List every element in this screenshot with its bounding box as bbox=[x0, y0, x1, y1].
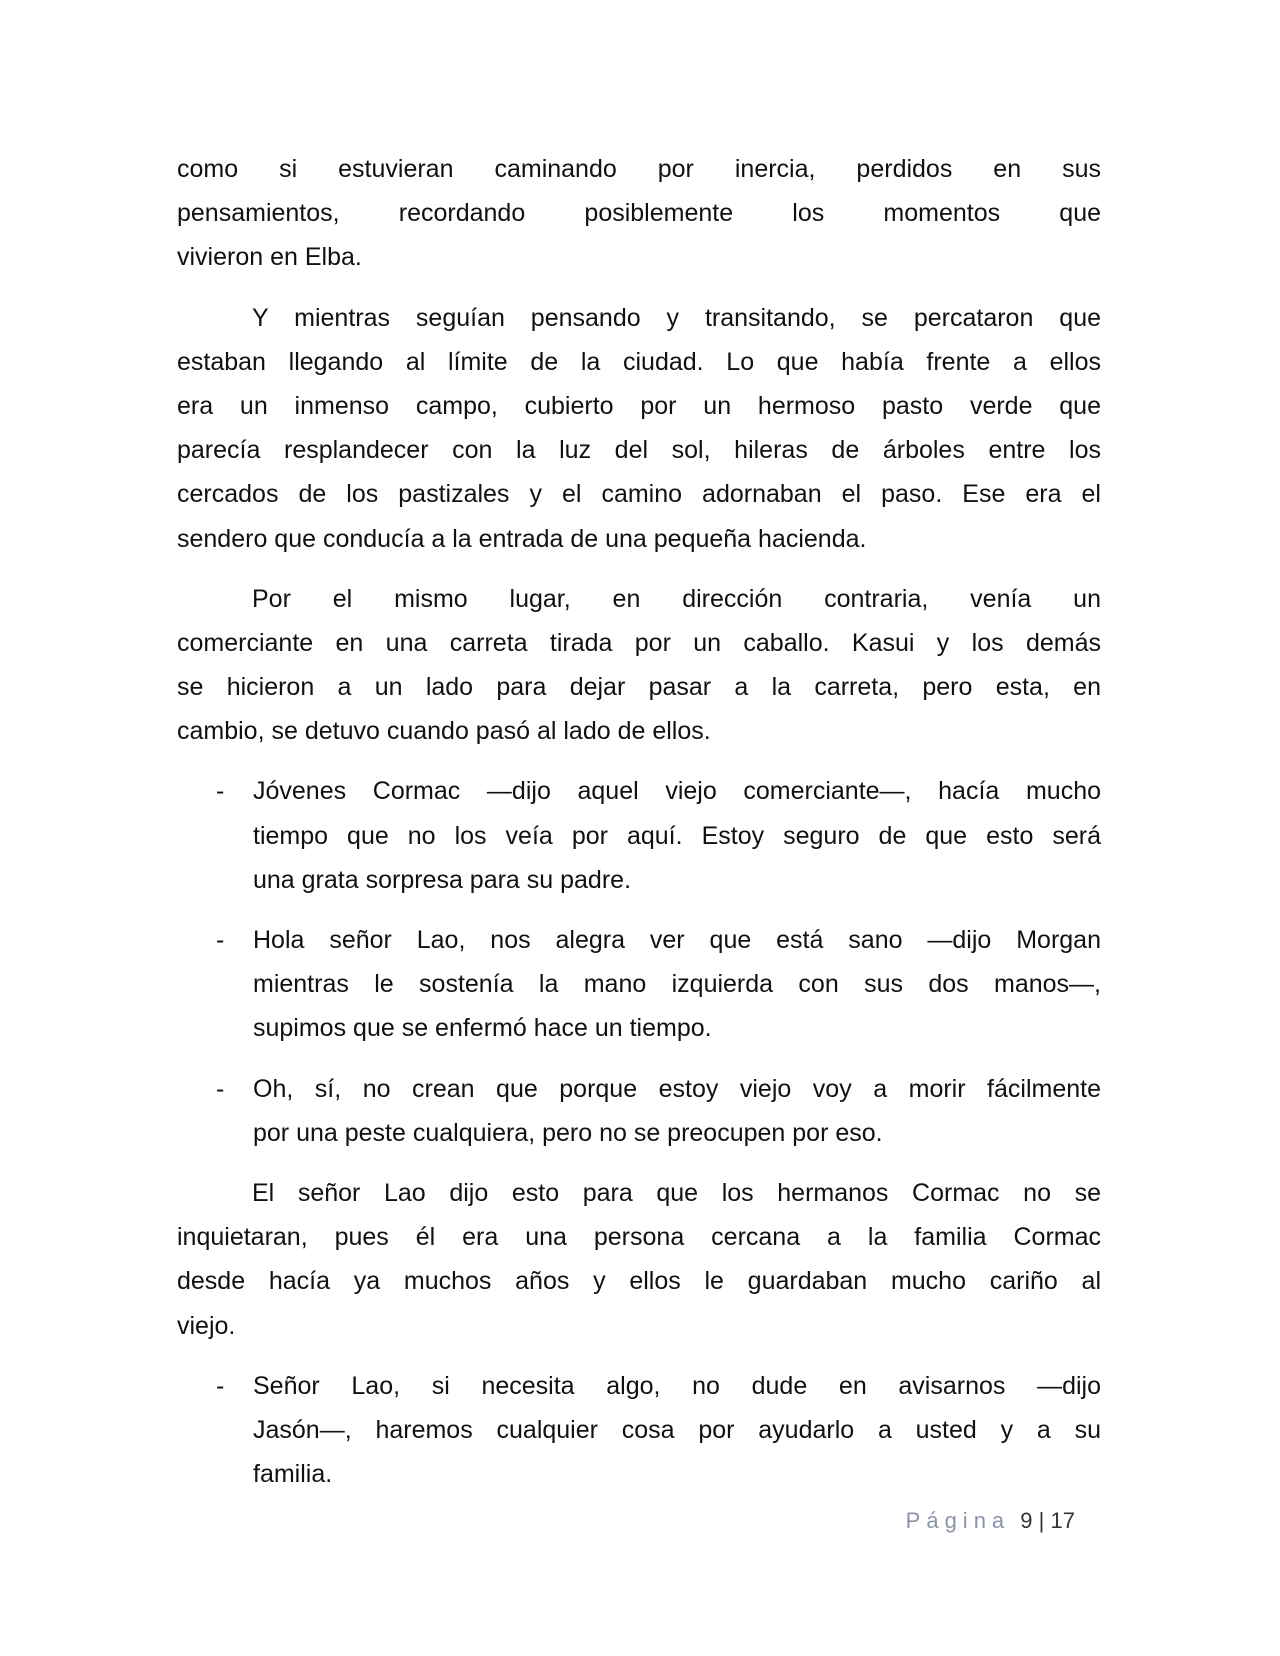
paragraph bbox=[177, 1171, 1101, 1348]
text-line: mientras le sostenía la mano izquierda con sus dos manos—, bbox=[253, 970, 1101, 999]
text-line: se hicieron a un lado para dejar pasar a la carreta, pero esta, en bbox=[177, 673, 1101, 702]
text-line: Y mientras seguían pensando y transitando, se percataron que bbox=[252, 303, 1101, 332]
text-line: familia. bbox=[253, 1460, 333, 1489]
paragraph bbox=[177, 296, 1101, 561]
page-body bbox=[177, 147, 1101, 1512]
text-line: Hola señor Lao, nos alegra ver que está sano —dijo Morgan bbox=[253, 926, 1101, 954]
text-line: Jasón—, haremos cualquier cosa por ayudarlo a usted y a su bbox=[253, 1415, 1101, 1444]
text-line: pensamientos, recordando posiblemente los momentos que bbox=[177, 199, 1101, 228]
page-label: Página bbox=[905, 1508, 1011, 1533]
page-separator: | bbox=[1038, 1508, 1045, 1533]
text-line: era un inmenso campo, cubierto por un hermoso pasto verde que bbox=[177, 391, 1101, 420]
paragraph bbox=[177, 577, 1101, 754]
text-line: cambio, se detuvo cuando pasó al lado de ellos. bbox=[177, 717, 711, 746]
text-line: vivieron en Elba. bbox=[177, 243, 362, 272]
dialogue-dash: - bbox=[216, 1074, 225, 1103]
text-line: inquietaran, pues él era una persona cercana a la familia Cormac bbox=[177, 1223, 1101, 1252]
text-line: tiempo que no los veía por aquí. Estoy seguro de que esto será bbox=[253, 821, 1101, 850]
page-footer bbox=[906, 1504, 1075, 1538]
text-line: por una peste cualquiera, pero no se preocupen por eso. bbox=[253, 1118, 883, 1147]
paragraph bbox=[177, 147, 1101, 280]
text-line: Señor Lao, si necesita algo, no dude en avisarnos —dijo bbox=[253, 1371, 1101, 1400]
page-total: 17 bbox=[1050, 1508, 1075, 1533]
text-line: desde hacía ya muchos años y ellos le guardaban mucho cariño al bbox=[177, 1267, 1101, 1296]
page-number: 9 bbox=[1020, 1508, 1033, 1533]
dialogue-line bbox=[177, 1364, 1101, 1497]
text-line: como si estuvieran caminando por inercia, perdidos en sus bbox=[177, 155, 1101, 183]
dialogue-line bbox=[177, 769, 1101, 902]
text-line: supimos que se enfermó hace un tiempo. bbox=[253, 1014, 712, 1043]
dialogue-dash: - bbox=[216, 926, 225, 954]
dialogue-dash: - bbox=[216, 1371, 225, 1400]
dialogue-line bbox=[177, 918, 1101, 1051]
text-line: viejo. bbox=[177, 1311, 236, 1340]
dialogue-dash: - bbox=[216, 777, 225, 806]
text-line: cercados de los pastizales y el camino adornaban el paso. Ese era el bbox=[177, 480, 1101, 509]
text-line: parecía resplandecer con la luz del sol, hileras de árboles entre los bbox=[177, 436, 1101, 465]
text-line: comerciante en una carreta tirada por un caballo. Kasui y los demás bbox=[177, 628, 1101, 657]
text-line: sendero que conducía a la entrada de una pequeña hacienda. bbox=[177, 524, 867, 553]
text-line: estaban llegando al límite de la ciudad. Lo que había frente a ellos bbox=[177, 347, 1101, 376]
text-line: El señor Lao dijo esto para que los hermanos Cormac no se bbox=[252, 1178, 1101, 1207]
dialogue-line bbox=[177, 1067, 1101, 1155]
text-line: Jóvenes Cormac —dijo aquel viejo comerciante—, hacía mucho bbox=[253, 777, 1101, 806]
text-line: Oh, sí, no crean que porque estoy viejo voy a morir fácilmente bbox=[253, 1074, 1101, 1103]
text-line: una grata sorpresa para su padre. bbox=[253, 865, 632, 894]
text-line: Por el mismo lugar, en dirección contraria, venía un bbox=[252, 584, 1101, 613]
